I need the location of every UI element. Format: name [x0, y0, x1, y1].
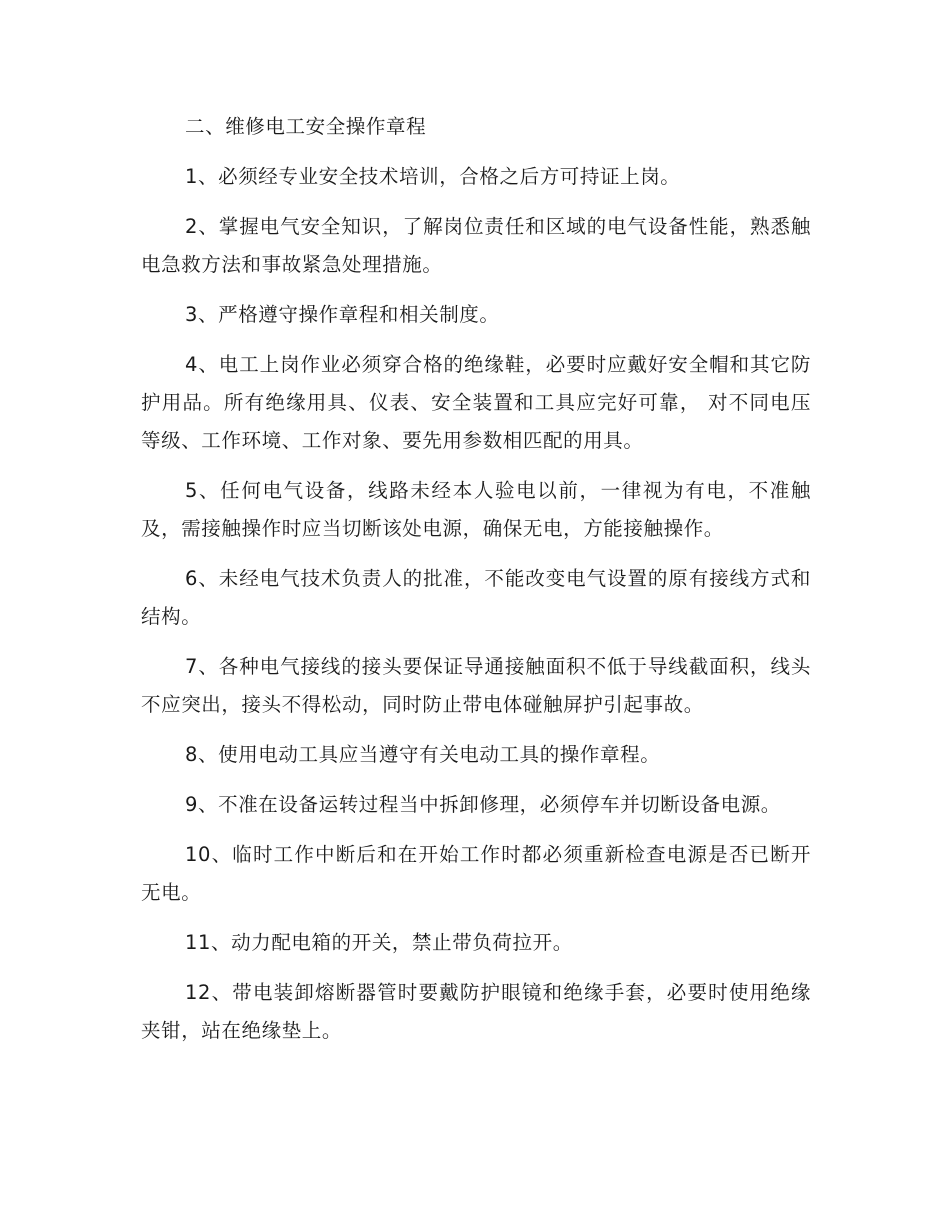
rule-item-4: 4、电工上岗作业必须穿合格的绝缘鞋，必要时应戴好安全帽和其它防护用品。所有绝缘用具、仪表、安全装置和工具应完好可靠， 对不同电压等级、工作环境、工作对象、要先用参数相匹配的用具。: [141, 353, 811, 452]
rule-item-2: 2、掌握电气安全知识，了解岗位责任和区域的电气设备性能，熟悉触电急救方法和事故紧急处理措施。: [141, 215, 811, 276]
rule-item-3: 3、严格遵守操作章程和相关制度。: [185, 303, 500, 326]
rule-item-10: 10、临时工作中断后和在开始工作时都必须重新检查电源是否已断开无电。: [141, 843, 811, 904]
rule-item-12: 12、带电装卸熔断器管时要戴防护眼镜和绝缘手套，必要时使用绝缘夹钳，站在绝缘垫上。: [141, 981, 811, 1042]
section-heading: 二、维修电工安全操作章程: [185, 115, 427, 138]
rule-item-8: 8、使用电动工具应当遵守有关电动工具的操作章程。: [185, 743, 661, 766]
document-body: [141, 108, 811, 1062]
rule-item-9: 9、不准在设备运转过程当中拆卸修理，必须停车并切断设备电源。: [185, 793, 781, 816]
rule-item-11: 11、动力配电箱的开关，禁止带负荷拉开。: [185, 931, 573, 954]
rule-item-5: 5、任何电气设备，线路未经本人验电以前，一律视为有电，不准触及，需接触操作时应当切断该处电源，确保无电，方能接触操作。: [141, 479, 811, 540]
rule-item-1: 1、必须经专业安全技术培训，合格之后方可持证上岗。: [185, 165, 681, 188]
rule-item-7: 7、各种电气接线的接头要保证导通接触面积不低于导线截面积，线头不应突出，接头不得松动，同时防止带电体碰触屏护引起事故。: [141, 655, 811, 716]
rule-item-6: 6、未经电气技术负责人的批准，不能改变电气设置的原有接线方式和结构。: [141, 567, 811, 628]
